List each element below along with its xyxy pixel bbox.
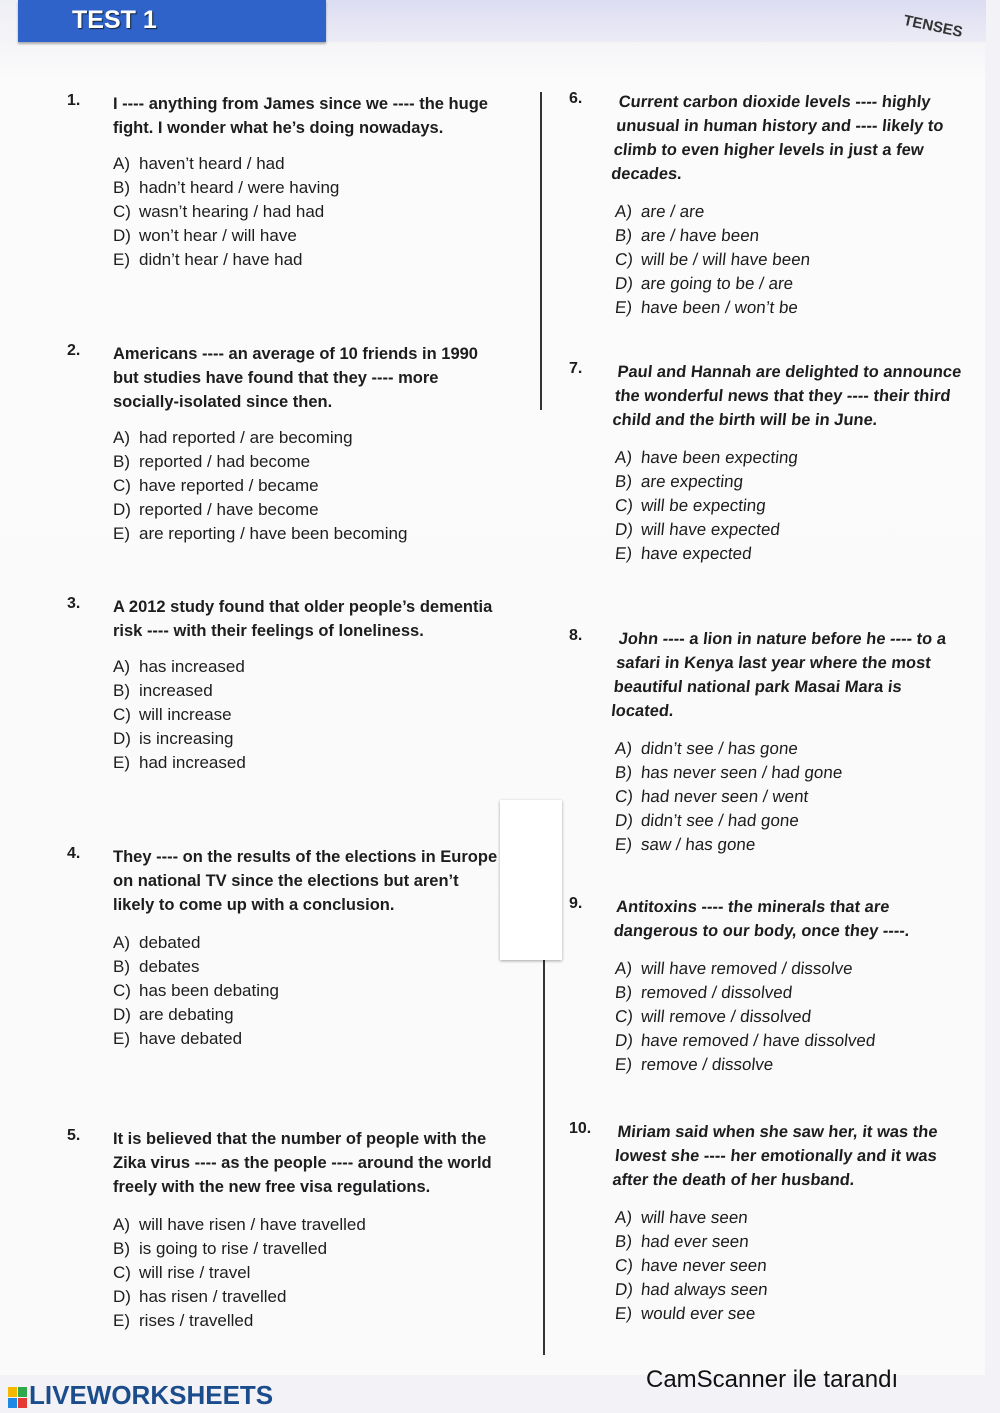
option-letter: B)	[614, 983, 634, 1002]
answer-option[interactable]	[113, 1003, 498, 1027]
option-letter: A)	[113, 657, 130, 676]
answer-options	[615, 446, 965, 566]
answer-options	[113, 931, 498, 1051]
option-text: had increased	[139, 753, 246, 772]
answer-option[interactable]	[614, 785, 967, 809]
question-6	[569, 90, 965, 320]
section-label: TENSES	[901, 11, 965, 42]
option-text: saw / has gone	[640, 835, 757, 854]
option-letter: D)	[614, 1031, 635, 1050]
answer-option[interactable]	[614, 494, 967, 518]
column-divider	[543, 960, 545, 1355]
answer-option[interactable]	[614, 1005, 967, 1029]
option-letter: C)	[113, 202, 131, 221]
answer-option[interactable]	[113, 931, 498, 955]
option-text: are debating	[139, 1005, 234, 1024]
question-stem: Miriam said when she saw her, it was the lowest she ---- her emotionally and it was after the death of her husband.	[611, 1123, 939, 1189]
option-letter: B)	[113, 178, 130, 197]
answer-option[interactable]	[614, 1302, 967, 1326]
answer-option[interactable]	[113, 679, 498, 703]
answer-option[interactable]	[614, 737, 967, 761]
answer-option[interactable]	[614, 1053, 967, 1077]
option-letter: D)	[113, 1287, 131, 1306]
option-text: hadn’t heard / were having	[139, 178, 340, 197]
answer-options	[615, 200, 965, 320]
option-letter: C)	[614, 1256, 635, 1275]
answer-option[interactable]	[614, 1206, 967, 1230]
option-letter: E)	[614, 544, 634, 563]
option-text: have been expecting	[640, 448, 799, 467]
option-text: debates	[139, 957, 200, 976]
option-letter: B)	[113, 1239, 130, 1258]
option-text: will rise / travel	[139, 1263, 251, 1282]
question-3	[67, 595, 498, 775]
answer-options	[113, 655, 498, 775]
option-text: have reported / became	[139, 476, 319, 495]
question-stem: Americans ---- an average of 10 friends in 1990 but studies have found that they ---- more socially-isolated since then.	[113, 345, 478, 411]
option-letter: D)	[614, 274, 635, 293]
option-text: will be expecting	[640, 496, 767, 515]
question-5	[67, 1127, 498, 1333]
answer-option[interactable]	[614, 981, 967, 1005]
option-letter: C)	[614, 496, 635, 515]
option-letter: A)	[614, 1208, 634, 1227]
option-text: will have seen	[640, 1208, 749, 1227]
question-number: 8.	[569, 627, 583, 644]
answer-option[interactable]	[113, 1237, 498, 1261]
option-letter: C)	[113, 476, 131, 495]
option-letter: D)	[113, 1005, 131, 1024]
question-10	[569, 1120, 965, 1326]
answer-option[interactable]	[113, 751, 498, 775]
option-text: will increase	[139, 705, 232, 724]
option-text: haven’t heard / had	[139, 154, 285, 173]
answer-options	[615, 1206, 965, 1326]
answer-option[interactable]	[614, 200, 967, 224]
question-9	[569, 895, 965, 1077]
option-letter: E)	[113, 1311, 130, 1330]
answer-option[interactable]	[113, 426, 498, 450]
option-letter: A)	[113, 154, 130, 173]
option-text: has increased	[139, 657, 245, 676]
question-stem: It is believed that the number of people with the Zika virus ---- as the people ---- around the world freely with the new free visa regulations.	[113, 1130, 492, 1196]
option-text: will have risen / have travelled	[139, 1215, 366, 1234]
option-letter: C)	[113, 981, 131, 1000]
logo-mark-icon	[8, 1387, 27, 1408]
answer-option[interactable]	[614, 1254, 967, 1278]
answer-option[interactable]	[614, 272, 967, 296]
answer-option[interactable]	[113, 655, 498, 679]
answer-option[interactable]	[614, 518, 967, 542]
test-title: TEST 1	[72, 6, 157, 34]
option-text: has never seen / had gone	[640, 763, 844, 782]
question-number: 6.	[569, 90, 583, 107]
question-2	[67, 342, 498, 546]
option-letter: A)	[614, 448, 634, 467]
option-text: rises / travelled	[139, 1311, 254, 1330]
answer-option[interactable]	[113, 1285, 498, 1309]
option-letter: C)	[614, 250, 635, 269]
option-text: will remove / dissolved	[640, 1007, 813, 1026]
option-text: has been debating	[139, 981, 279, 1000]
option-letter: B)	[113, 957, 130, 976]
option-text: would ever see	[640, 1304, 757, 1323]
answer-option[interactable]	[113, 176, 498, 200]
option-letter: C)	[614, 1007, 635, 1026]
option-text: wasn’t hearing / had had	[139, 202, 325, 221]
option-text: won’t hear / will have	[139, 226, 297, 245]
option-letter: A)	[614, 959, 634, 978]
answer-option[interactable]	[113, 498, 498, 522]
question-number: 1.	[67, 92, 81, 109]
option-text: have debated	[139, 1029, 243, 1048]
answer-option[interactable]	[614, 809, 967, 833]
option-text: didn’t hear / have had	[139, 250, 303, 269]
question-8	[569, 627, 965, 857]
answer-option[interactable]	[113, 1027, 498, 1051]
question-7	[569, 360, 965, 566]
question-number: 10.	[569, 1120, 592, 1137]
answer-option[interactable]	[113, 224, 498, 248]
answer-options	[113, 1213, 498, 1333]
answer-option[interactable]	[113, 450, 498, 474]
option-text: are going to be / are	[640, 274, 795, 293]
option-text: have never seen	[640, 1256, 768, 1275]
answer-option[interactable]	[113, 703, 498, 727]
paper-tab	[500, 800, 562, 960]
answer-option[interactable]	[614, 957, 967, 981]
option-letter: E)	[113, 524, 130, 543]
option-text: have expected	[640, 544, 753, 563]
option-text: didn’t see / has gone	[640, 739, 799, 758]
option-text: will have expected	[640, 520, 781, 539]
option-text: had reported / are becoming	[139, 428, 353, 447]
option-letter: D)	[113, 500, 131, 519]
question-number: 4.	[67, 845, 81, 862]
answer-option[interactable]	[614, 761, 967, 785]
option-letter: B)	[113, 452, 130, 471]
option-letter: B)	[614, 763, 634, 782]
option-text: remove / dissolve	[640, 1055, 775, 1074]
option-letter: D)	[113, 729, 131, 748]
test-title-bar	[18, 0, 326, 42]
question-number: 5.	[67, 1127, 81, 1144]
option-text: didn’t see / had gone	[640, 811, 800, 830]
liveworksheets-logo	[8, 1380, 273, 1411]
option-letter: E)	[614, 1055, 634, 1074]
question-stem: Paul and Hannah are delighted to announce the wonderful news that they ---- their third child and the birth will be in June.	[611, 363, 963, 429]
option-text: will have removed / dissolve	[640, 959, 854, 978]
answer-option[interactable]	[614, 833, 967, 857]
option-letter: D)	[113, 226, 131, 245]
option-letter: B)	[614, 226, 634, 245]
option-text: is increasing	[139, 729, 234, 748]
option-text: are / have been	[640, 226, 761, 245]
option-letter: A)	[113, 428, 130, 447]
option-letter: D)	[614, 1280, 635, 1299]
option-letter: A)	[614, 739, 634, 758]
answer-option[interactable]	[614, 224, 967, 248]
answer-option[interactable]	[614, 1029, 967, 1053]
question-stem: They ---- on the results of the elections in Europe on national TV since the elections but aren’t likely to come up with a conclusion.	[113, 848, 498, 914]
answer-option[interactable]	[113, 1261, 498, 1285]
answer-option[interactable]	[113, 979, 498, 1003]
option-letter: E)	[113, 753, 130, 772]
logo-text: LIVEWORKSHEETS	[29, 1380, 274, 1410]
option-letter: E)	[614, 1304, 634, 1323]
option-text: is going to rise / travelled	[139, 1239, 328, 1258]
answer-option[interactable]	[614, 542, 967, 566]
answer-option[interactable]	[113, 1213, 498, 1237]
option-text: has risen / travelled	[139, 1287, 287, 1306]
header-strip	[326, 0, 986, 42]
question-4	[67, 845, 498, 1051]
option-letter: D)	[614, 811, 635, 830]
option-text: removed / dissolved	[640, 983, 794, 1002]
option-letter: D)	[614, 520, 635, 539]
option-text: had never seen / went	[640, 787, 810, 806]
answer-option[interactable]	[113, 522, 498, 546]
option-text: are expecting	[640, 472, 745, 491]
option-text: will be / will have been	[640, 250, 812, 269]
option-letter: B)	[614, 1232, 634, 1251]
column-divider	[540, 92, 542, 410]
answer-option[interactable]	[113, 474, 498, 498]
answer-options	[615, 737, 965, 857]
question-stem: Current carbon dioxide levels ---- highly unusual in human history and ---- likely to climb to even higher levels in just a few decades.	[610, 93, 945, 183]
option-letter: A)	[113, 933, 130, 952]
question-number: 9.	[569, 895, 583, 912]
answer-option[interactable]	[113, 955, 498, 979]
question-1	[67, 92, 498, 272]
option-letter: B)	[113, 681, 130, 700]
option-letter: C)	[614, 787, 635, 806]
answer-option[interactable]	[614, 470, 967, 494]
answer-option[interactable]	[113, 1309, 498, 1333]
answer-option[interactable]	[614, 1278, 967, 1302]
option-letter: E)	[614, 298, 634, 317]
answer-option[interactable]	[614, 296, 967, 320]
answer-option[interactable]	[113, 248, 498, 272]
option-letter: A)	[614, 202, 634, 221]
option-text: reported / had become	[139, 452, 311, 471]
option-text: are / are	[640, 202, 706, 221]
question-stem: I ---- anything from James since we ---- the huge fight. I wonder what he’s doing nowadays.	[113, 95, 488, 137]
answer-options	[113, 152, 498, 272]
option-letter: E)	[614, 835, 634, 854]
answer-option[interactable]	[614, 446, 967, 470]
answer-option[interactable]	[113, 152, 498, 176]
option-text: have removed / have dissolved	[640, 1031, 877, 1050]
question-number: 2.	[67, 342, 81, 359]
option-text: debated	[139, 933, 201, 952]
question-number: 7.	[569, 360, 583, 377]
option-text: have been / won’t be	[640, 298, 799, 317]
answer-option[interactable]	[614, 1230, 967, 1254]
question-number: 3.	[67, 595, 81, 612]
option-text: reported / have become	[139, 500, 319, 519]
question-stem: Antitoxins ---- the minerals that are dangerous to our body, once they ----.	[612, 898, 911, 940]
option-text: increased	[139, 681, 213, 700]
answer-options	[113, 426, 498, 546]
option-letter: E)	[113, 250, 130, 269]
answer-options	[615, 957, 965, 1077]
option-letter: B)	[614, 472, 634, 491]
answer-option[interactable]	[113, 727, 498, 751]
option-letter: A)	[113, 1215, 130, 1234]
option-letter: E)	[113, 1029, 130, 1048]
answer-option[interactable]	[113, 200, 498, 224]
option-text: are reporting / have been becoming	[139, 524, 408, 543]
option-text: had ever seen	[640, 1232, 750, 1251]
answer-option[interactable]	[614, 248, 967, 272]
option-letter: C)	[113, 1263, 131, 1282]
option-text: had always seen	[640, 1280, 769, 1299]
option-letter: C)	[113, 705, 131, 724]
question-stem: A 2012 study found that older people’s dementia risk ---- with their feelings of loneliness.	[113, 598, 493, 640]
scanner-watermark: CamScanner ile tarandı	[646, 1366, 899, 1393]
question-stem: John ---- a lion in nature before he ---- to a safari in Kenya last year where the most beautiful national park Masai Mara is located.	[610, 630, 947, 720]
